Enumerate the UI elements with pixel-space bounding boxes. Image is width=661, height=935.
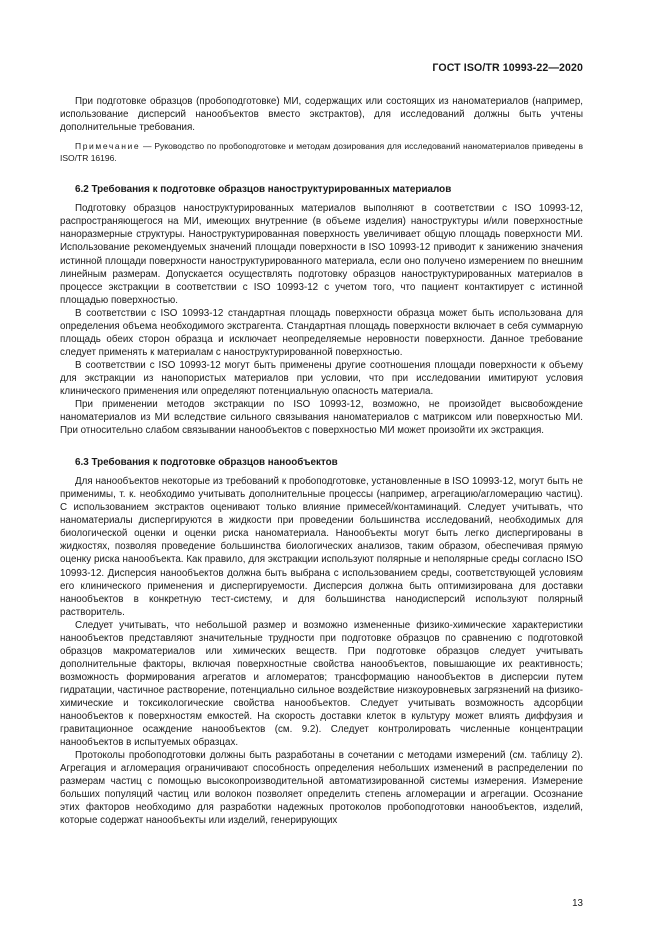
paragraph: В соответствии с ISO 10993-12 могут быть применены другие соотношения площади поверхности к объему для экстракции из нанопористых материалов при условии, что при исследовании имитируют условия клинического применения или определяют потенциальную опасность материала. xyxy=(60,359,583,397)
note xyxy=(60,141,583,164)
document-code: ГОСТ ISO/TR 10993-22—2020 xyxy=(432,62,583,74)
note-text: — Руководство по пробоподготовке и методам дозирования для исследований наноматериалов приведены в ISO/TR 16196. xyxy=(60,141,583,163)
paragraph: Для нанообъектов некоторые из требований к пробоподготовке, установленные в ISO 10993-12, могут быть не применимы, т. к. необходимо учитывать дополнительные процессы (например, агрегацию/агломерацию частиц). С использованием экстрактов оценивают только влияние примесей/контаминаций. Следует учитывать, что наноматериалы диспергируются в жидкости при проведении большинства исследований, необходимых для биологической оценки и оценки риска наноматериала. Нанообъекты могут быть легко диспергированы в жидкостях, позволяя проведение большинства биологических анализов, таким образом, обеспечивая прямую оценку риска нанообъекта. Как правило, для экстракции используют полярные и неполярные среды согласно ISO 10993-12. Дисперсия нанообъектов должна быть выбрана с использованием среды, соответствующей условиям его клинического применения и диспергируемости. Дисперсия должна быть оптимизирована для доставки нанообъектов в конкретную тест-систему, и для большинства нанодисперсий используют полярный растворитель. xyxy=(60,476,583,618)
note-label: Примечание xyxy=(75,141,141,152)
paragraph: Протоколы пробоподготовки должны быть разработаны в сочетании с методами измерений (см. таблицу 2). Агрегация и агломерация ограничивают способность определения небольших изменений в распределении по размерам частиц с помощью высокопроизводительной автоматизированной системы измерения. Измерение больших популяций частиц или волокон позволяет определить степень агломерации и агрегации. Осознание этих факторов необходимо для разработки надежных протоколов пробоподготовки нанообъектов, изделий, которые содержат нанообъекты или изделий, генерирующих xyxy=(60,750,583,827)
section-heading-6-2: 6.2 Требования к подготовке образцов наноструктурированных материалов xyxy=(75,184,452,196)
paragraph: В соответствии с ISO 10993-12 стандартная площадь поверхности образца может быть использована для определения объема необходимого экстрагента. Стандартная площадь поверхности включает в себя суммарную площадь обеих сторон образца и исключает неопределяемые неровности поверхности. Данное требование следует применять к материалам с наноструктурированной поверхностью. xyxy=(60,307,583,358)
paragraph: Подготовку образцов наноструктурированных материалов выполняют в соответствии с ISO 10993-12, распространяющегося на МИ, имеющих внутренние (в объеме изделия) наноструктуры и/или поверхностные наноразмерные структуры. Наноструктурированная поверхность увеличивает общую площадь поверхности МИ. Использование рекомендуемых значений площади поверхности в ISO 10993-12 приводит к занижению значения истинной площади поверхности наноструктурированного материала, если оно получено измерением по внешним линейным размерам. Допускается осуществлять подготовку образцов наноструктурированных материалов в процессе экстракции в соответствии с ISO 10993-12 с учетом того, что пациент контактирует с истинной площадью поверхностью. xyxy=(60,203,583,306)
intro-paragraph: При подготовке образцов (пробоподготовке) МИ, содержащих или состоящих из наноматериалов (например, использование дисперсий нанообъектов вместо экстрактов), для исследований должны быть учтены дополнительные требования. xyxy=(60,96,583,134)
section-heading-6-3: 6.3 Требования к подготовке образцов нанообъектов xyxy=(75,457,338,469)
page-number: 13 xyxy=(572,898,583,909)
paragraph: Следует учитывать, что небольшой размер и возможно измененные физико-химические характеристики нанообъектов представляют значительные трудности при подготовке образцов по сравнению с подготовкой образцов макроматериалов или химических веществ. При подготовке образцов следует учитывать дополнительные факторы, включая поверхностные свойства нанообъектов, повышающие их реактивность; возможность формирования агрегатов и агломератов; трансформацию нанообъектов в дисперсии путем гидратации, частичное растворение, потенциально сильное воздействие низкоуровневых загрязнений на физико-химические и токсикологические свойства нанообъектов. Следует учитывать возможность адсорбции нанообъектов к поверхностям емкостей. На скорость доставки клеток в культуру может влиять диффузия и гравитационное осаждение нанообъектов (см. 9.2). Следует контролировать численные концентрации нанообъектов в испытуемых образцах. xyxy=(60,619,583,749)
page-body xyxy=(60,95,583,827)
paragraph: При применении методов экстракции по ISO 10993-12, возможно, не произойдет высвобождение наноматериалов из МИ вследствие сильного связывания наноматериалов с матриксом или поверхностью МИ. При относительно слабом связывании нанообъектов с поверхностью МИ может произойти их экстракция. xyxy=(60,399,583,437)
